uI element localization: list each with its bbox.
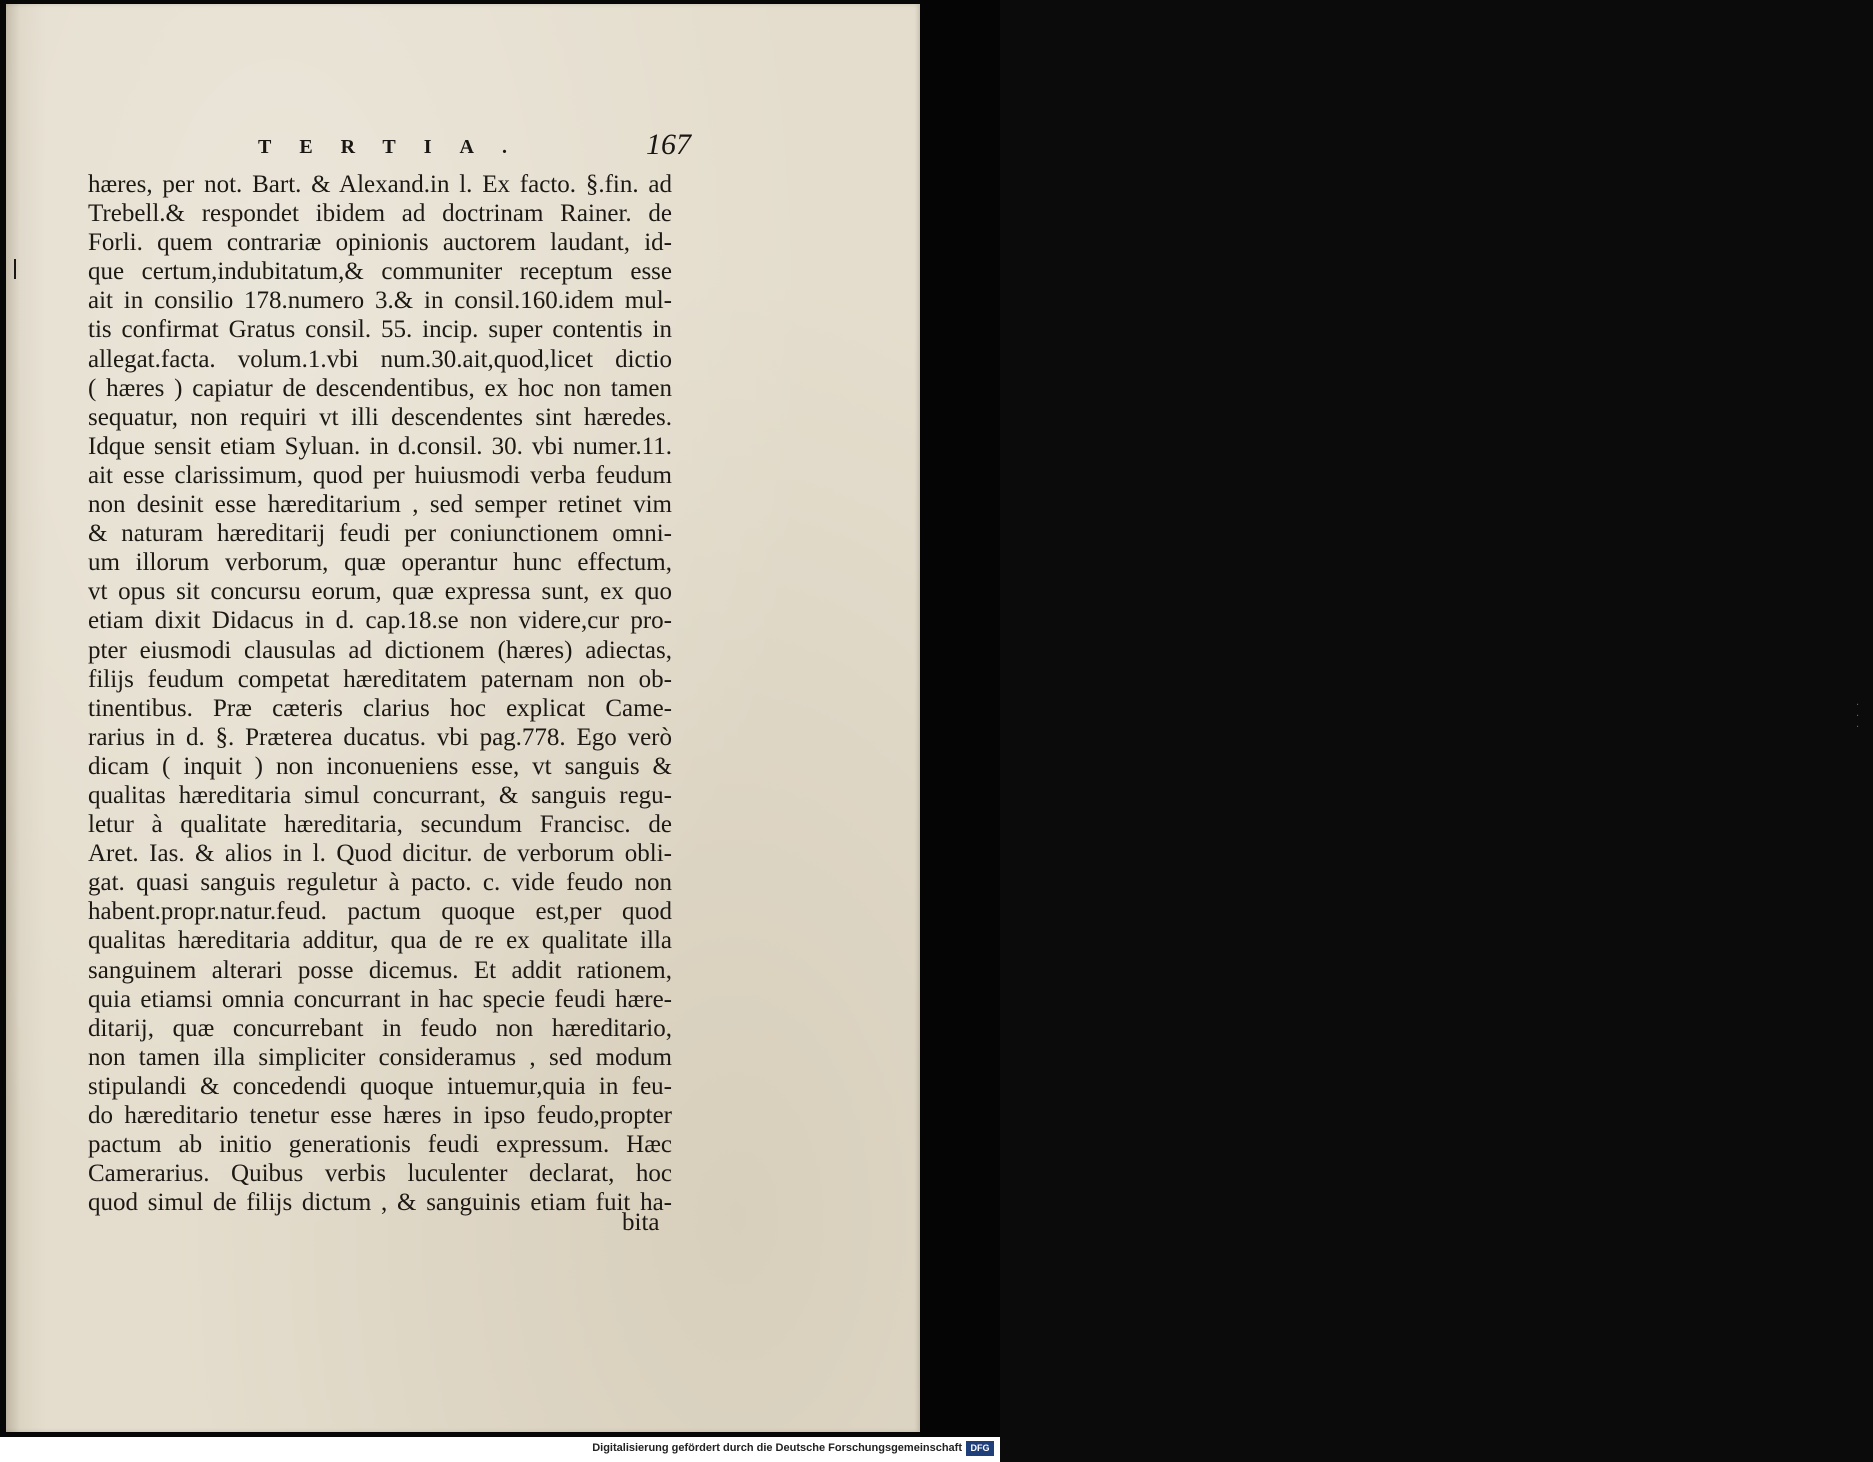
text-line: Idque sensit etiam Syluan. in d.consil. 30. vbi numer.11. <box>88 432 672 460</box>
text-line: dicam ( inquit ) non inconueniens esse, vt sanguis & <box>88 752 672 780</box>
text-line: gat. quasi sanguis reguletur à pacto. c. vide feudo non <box>88 869 672 897</box>
text-line: tinentibus. Præ cæteris clarius hoc explicat Came- <box>88 694 672 722</box>
text-line: rarius in d. §. Præterea ducatus. vbi pag.778. Ego verò <box>88 723 672 751</box>
text-line: non desinit esse hæreditarium , sed semper retinet vim <box>88 491 672 519</box>
text-line: que certum,indubitatum,& communiter receptum esse <box>88 258 672 286</box>
text-line: sanguinem alterari posse dicemus. Et addit rationem, <box>88 956 672 984</box>
text-line: ditarij, quæ concurrebant in feudo non hæreditario, <box>88 1014 672 1042</box>
body-text <box>88 170 672 1217</box>
text-line: quia etiamsi omnia concurrant in hac specie feudi hære- <box>88 985 672 1013</box>
page-number: 167 <box>646 128 691 161</box>
text-line: non tamen illa simpliciter consideramus , sed modum <box>88 1043 672 1071</box>
text-line: sequatur, non requiri vt illi descendentes sint hæredes. <box>88 403 672 431</box>
text-line: quod simul de filijs dictum , & sanguinis etiam fuit ha- <box>88 1189 672 1217</box>
text-line: qualitas hæreditaria additur, qua de re ex qualitate illa <box>88 927 672 955</box>
running-head: TERTIA. <box>258 136 535 158</box>
text-line: letur à qualitate hæreditaria, secundum Francisc. de <box>88 811 672 839</box>
text-line: Trebell.& respondet ibidem ad doctrinam Rainer. de <box>88 200 672 228</box>
text-line: tis confirmat Gratus consil. 55. incip. super contentis in <box>88 316 672 344</box>
text-line: Forli. quem contrariæ opinionis auctorem laudant, id- <box>88 229 672 257</box>
text-line: qualitas hæreditaria simul concurrant, & sanguis regu- <box>88 781 672 809</box>
funding-note: Digitalisierung gefördert durch die Deutsche Forschungsgemeinschaft <box>592 1442 962 1454</box>
dfg-logo: DFG <box>966 1441 994 1456</box>
text-line: stipulandi & concedendi quoque intuemur,quia in feu- <box>88 1072 672 1100</box>
text-line: habent.propr.natur.feud. pactum quoque est,per quod <box>88 898 672 926</box>
text-line: & naturam hæreditarij feudi per coniunctionem omni- <box>88 520 672 548</box>
page-edge-mark <box>14 259 16 279</box>
scan-right-strip <box>920 0 1873 1437</box>
text-line: pactum ab initio generationis feudi expressum. Hæc <box>88 1131 672 1159</box>
text-line: pter eiusmodi clausulas ad dictionem (hæres) adiectas, <box>88 636 672 664</box>
margin-dots: · · · <box>1856 700 1873 733</box>
text-line: ( hæres ) capiatur de descendentibus, ex hoc non tamen <box>88 374 672 402</box>
text-line: filijs feudum competat hæreditatem paternam non ob- <box>88 665 672 693</box>
text-line: vt opus sit concursu eorum, quæ expressa sunt, ex quo <box>88 578 672 606</box>
text-line: Camerarius. Quibus verbis luculenter declarat, hoc <box>88 1160 672 1188</box>
text-line: ait in consilio 178.numero 3.& in consil.160.idem mul- <box>88 287 672 315</box>
catchword: bita <box>622 1209 660 1236</box>
text-line: do hæreditario tenetur esse hæres in ipso feudo,propter <box>88 1102 672 1129</box>
footer-bar <box>0 1437 1000 1462</box>
text-line: Aret. Ias. & alios in l. Quod dicitur. de verborum obli- <box>88 840 672 868</box>
text-line: ait esse clarissimum, quod per huiusmodi verba feudum <box>88 461 672 489</box>
text-line: um illorum verborum, quæ operantur hunc effectum, <box>88 549 672 577</box>
text-line: allegat.facta. volum.1.vbi num.30.ait,quod,licet dictio <box>88 345 672 373</box>
text-line: etiam dixit Didacus in d. cap.18.se non videre,cur pro- <box>88 607 672 635</box>
text-line: hæres, per not. Bart. & Alexand.in l. Ex facto. §.fin. ad <box>88 171 672 198</box>
